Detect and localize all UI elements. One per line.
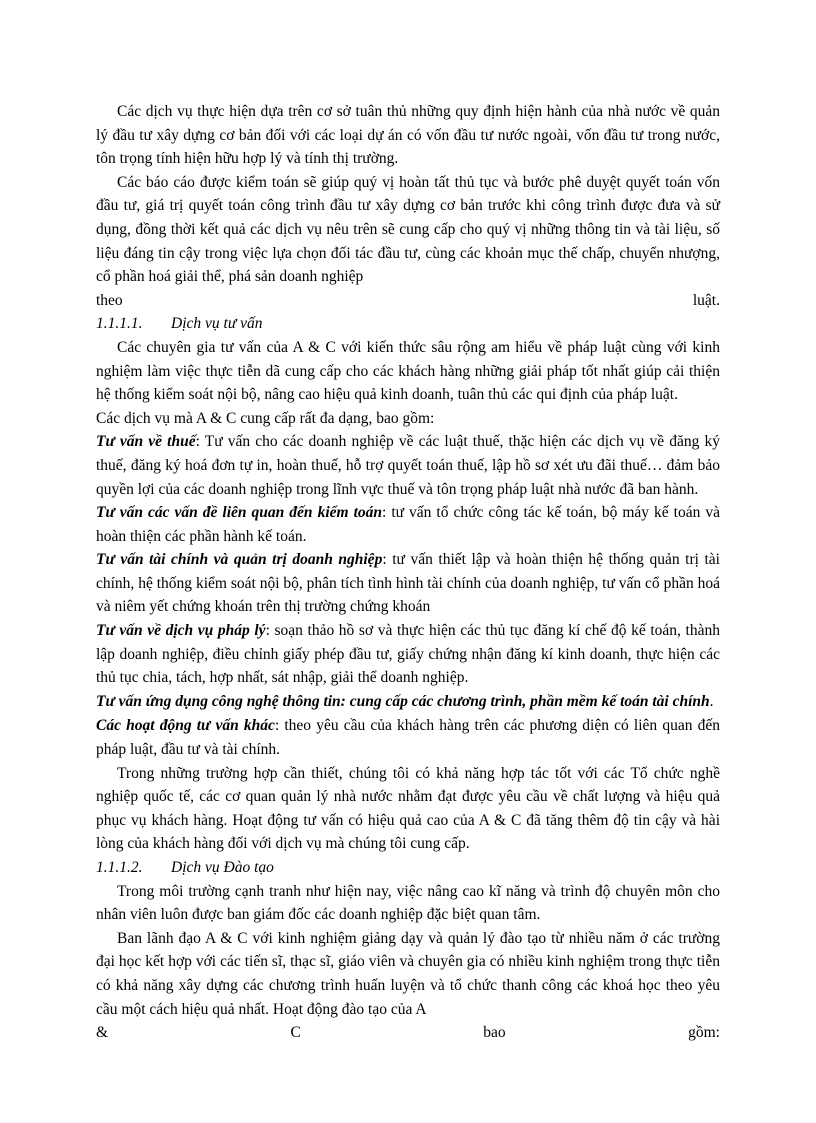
section-title: Dịch vụ Đào tạo xyxy=(171,859,274,876)
service-it-end: . xyxy=(709,692,714,710)
service-item-it xyxy=(96,690,720,714)
section-heading-consulting xyxy=(96,312,720,336)
service-item-tax xyxy=(96,430,720,501)
paragraph-audit-reports: Các báo cáo được kiểm toán sẽ giúp quý vị hoàn tất thủ tục và bước phê duyệt quyết toán vốn đầu tư, giá trị quyết toán công trình đầu tư xây dựng cơ bản trước khi công trình được đưa và sử dụng, đồng thời kết quả các dịch vụ nêu trên sẽ cung cấp cho quý vị những thông tin và tài liệu, số liệu đáng tin cậy trong việc lựa chọn đối tác đầu tư, cùng các khoản mục thế chấp, chuyển nhượng, cổ phần hoá giải thể, phá sản doanh nghiệp xyxy=(96,173,720,286)
paragraph-end-word-right: luật. xyxy=(692,291,720,309)
paragraph-end-word: bao xyxy=(483,1024,506,1042)
service-term: Tư vấn về dịch vụ pháp lý xyxy=(96,622,266,640)
paragraph-competition: Trong môi trường cạnh tranh như hiện nay, việc nâng cao kĩ năng và trình độ chuyên môn cho nhân viên luôn được ban giám đốc các doanh nghiệp đặc biệt quan tâm. xyxy=(96,882,720,924)
service-text: : Tư vấn cho các doanh nghiệp về các luật thuế, thặc hiện các dịch vụ về đăng ký thuế, đăng ký hoá đơn tự in, hoàn thuế, hỗ trợ quyết toán thuế, lập hồ sơ xét ưu đãi thuế… đảm bảo quyền lợi của các doanh nghiệp trong lĩnh vực thuế và tôn trọng pháp luật nhà nước đã ban hành. xyxy=(96,433,720,498)
paragraph-services-intro: Các dịch vụ mà A & C cung cấp rất đa dạng, bao gồm: xyxy=(96,409,435,427)
service-term: Tư vấn các vấn đề liên quan đến kiểm toán xyxy=(96,504,382,522)
paragraph-end-word-left: theo xyxy=(96,291,123,309)
service-text: : tư vấn tổ chức công tác kế toán, bộ máy kế toán và hoàn thiện các phần hành kế toán. xyxy=(96,504,720,545)
paragraph-end-word: gồm: xyxy=(688,1024,720,1042)
section-heading-training xyxy=(96,856,720,880)
service-text: : theo yêu cầu của khách hàng trên các phương diện có liên quan đến pháp luật, đầu tư và tài chính. xyxy=(96,717,720,759)
paragraph-consultants: Các chuyên gia tư vấn của A & C với kiến thức sâu rộng am hiểu về pháp luật cùng với kinh nghiệm làm việc thực tiễn dã cung cấp cho các khách hàng những giải pháp tốt nhất giúp cải thiện hệ thống kiểm soát nội bộ, nâng cao hiệu quả kinh doanh, tuân thủ các qui định của pháp luật. xyxy=(96,338,720,404)
service-text: : soạn thảo hồ sơ và thực hiện các thủ tục đăng kí chế độ kế toán, thành lập doanh nghiệp, điều chỉnh giấy phép đầu tư, giấy chứng nhận đăng kí kinh doanh, thực hiện các thủ tục chia, tách, hợp nhất, sát nhập, giải thể doanh nghiệp. xyxy=(96,622,720,687)
service-term: Tư vấn tài chính và quản trị doanh nghiệp xyxy=(96,551,383,569)
section-number: 1.1.1.2. xyxy=(96,859,143,876)
document-page xyxy=(96,100,720,1045)
service-it-text: Tư vấn ứng dụng công nghệ thông tin: cung cấp các chương trình, phần mềm kế toán tài chính xyxy=(96,692,710,710)
service-term: Tư vấn về thuế xyxy=(96,433,196,451)
service-item-legal xyxy=(96,619,720,690)
paragraph-leadership: Ban lãnh đạo A & C với kinh nghiệm giảng dạy và quản lý đào tạo từ nhiều năm ở các trường đại học kết hợp với các tiến sĩ, thạc sĩ, giáo viên và chuyên gia có nhiều kinh nghiệm trong thực tiễn có khả năng xây dựng các chương trình huấn luyện và tổ chức thanh công các khoá học theo yêu cầu một cách hiệu quả nhất. Hoạt động đào tạo của A xyxy=(96,929,720,1018)
section-number: 1.1.1.1. xyxy=(96,315,143,333)
paragraph-end-word: C xyxy=(290,1024,301,1042)
paragraph-audit-reports-end xyxy=(96,289,720,313)
paragraph-leadership-end xyxy=(96,1021,720,1045)
service-item-audit xyxy=(96,501,720,548)
service-item-other xyxy=(96,714,720,761)
service-term: Các hoạt động tư vấn khác xyxy=(96,717,275,735)
service-text: : tư vấn thiết lập và hoàn thiện hệ thống quản trị tài chính, hệ thống kiểm soát nội bộ, phân tích tình hình tài chính của doanh nghiệp, tư vấn cổ phần hoá và niêm yết chứng khoán trên thị trường chứng khoán xyxy=(96,551,720,616)
paragraph-end-word: & xyxy=(96,1024,109,1042)
paragraph-cooperation: Trong những trường hợp cần thiết, chúng tôi có khả năng hợp tác tốt với các Tổ chức nghề nghiệp quốc tế, các cơ quan quản lý nhà nước nhằm đạt được yêu cầu về chất lượng và hiệu quả phục vụ khách hàng. Hoạt động tư vấn có hiệu quả cao của A & C đã tăng thêm độ tin cậy và hài lòng của khách hàng đối với dịch vụ mà chúng tôi cung cấp. xyxy=(96,764,720,853)
service-item-finance xyxy=(96,548,720,619)
paragraph-services-basis: Các dịch vụ thực hiện dựa trên cơ sở tuân thủ những quy định hiện hành của nhà nước về quản lý đầu tư xây dựng cơ bản đối với các loại dự án có vốn đầu tư nước ngoài, vốn đầu tư trong nước, tôn trọng tính hiện hữu hợp lý và tính thị trường. xyxy=(96,103,720,168)
section-title: Dịch vụ tư vấn xyxy=(171,315,263,333)
